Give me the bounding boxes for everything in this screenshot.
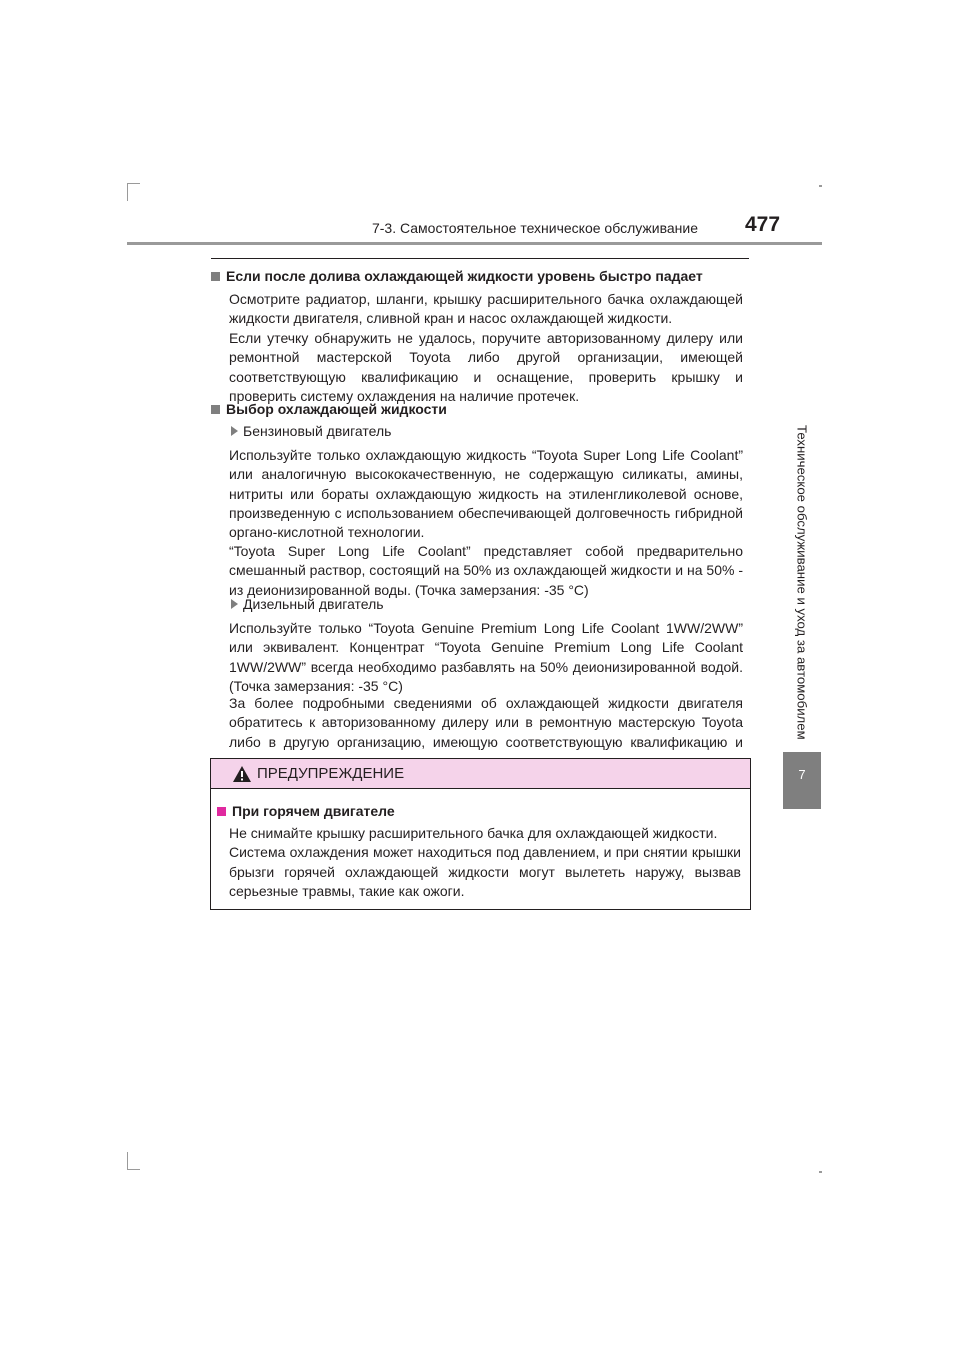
- page-number: 477: [745, 213, 781, 236]
- crop-mark: [127, 183, 140, 184]
- chapter-side-label: [783, 425, 821, 740]
- paragraph: “Toyota Super Long Life Coolant” представляет собой предварительно смешанный раствор, состоящий на 50% из охлаждающей жидкости и на 50% - из деионизированной воды. (Точка замерзания: -35 °C): [229, 543, 743, 598]
- warning-line: Не снимайте крышку расширительного бачка для охлаждающей жидкости.: [229, 825, 718, 841]
- warning-heading-text: При горячем двигателе: [232, 803, 395, 819]
- paragraph: Осмотрите радиатор, шланги, крышку расширительного бачка охлаждающей жидкости двигателя, сливной кран и насос охлаждающей жидкости.: [229, 291, 743, 327]
- sub-heading-text: Дизельный двигатель: [243, 596, 384, 612]
- triangle-right-icon: [231, 426, 238, 436]
- section-heading-text: Если после долива охлаждающей жидкости уровень быстро падает: [226, 268, 703, 284]
- warning-box: [210, 758, 751, 910]
- header-section-title: 7-3. Самостоятельное техническое обслуживание: [371, 220, 698, 236]
- warning-heading: [217, 803, 395, 819]
- paragraph: Используйте только охлаждающую жидкость “Toyota Super Long Life Coolant” или аналогичную высококачественную, не содержащую силикаты, амины, нитриты или бораты охлаждающую жидкость на этиленгликолевой основе, произведенную с использованием обеспечивающей долговечность гибридной органо-кислотной технологии.: [229, 447, 743, 541]
- header-rule: [127, 242, 822, 245]
- sub-heading-text: Бензиновый двигатель: [243, 423, 392, 439]
- section-heading: [211, 268, 703, 284]
- chapter-number: 7: [798, 767, 806, 782]
- chapter-tab: [783, 752, 821, 809]
- sub-heading-petrol: [231, 423, 391, 439]
- crop-mark: [127, 183, 128, 201]
- paragraph: Если утечку обнаружить не удалось, поручите авторизованному дилеру или ремонтной мастерской Toyota либо другой организации, имеющей соответствующую квалификацию и оснащение, проверить крышку и проверить систему охлаждения на наличие протечек.: [229, 330, 743, 404]
- crop-dot: [819, 1171, 822, 1173]
- square-bullet-icon: [217, 807, 226, 816]
- square-bullet-icon: [211, 272, 220, 281]
- section-heading-text: Выбор охлаждающей жидкости: [226, 401, 447, 417]
- sub-heading-diesel: [231, 596, 384, 612]
- content-top-rule: [211, 258, 749, 259]
- paragraph: Используйте только “Toyota Genuine Premium Long Life Coolant 1WW/2WW” или эквивалент. Концентрат “Toyota Genuine Premium Long Life Coolant 1WW/2WW” всегда необходимо разбавлять на 50% деионизированной водой. (Точка замерзания: -35 °C): [229, 620, 743, 694]
- warning-header: [211, 759, 750, 789]
- warning-line: Система охлаждения может находиться под давлением, и при снятии крышки брызги горячей охлаждающей жидкости могут вылететь наружу, вызвав серьезные травмы, такие как ожоги.: [229, 844, 741, 899]
- section-heading: [211, 401, 447, 417]
- warning-text: [229, 824, 741, 901]
- warning-title: ПРЕДУПРЕЖДЕНИЕ: [257, 765, 405, 782]
- triangle-right-icon: [231, 599, 238, 609]
- warning-triangle-icon: [232, 765, 252, 783]
- square-bullet-icon: [211, 405, 220, 414]
- crop-dot: [819, 185, 822, 187]
- crop-mark: [127, 1169, 140, 1170]
- chapter-title: Техническое обслуживание и уход за автомобилем: [794, 425, 810, 740]
- crop-mark: [127, 1152, 128, 1170]
- paragraph: За более подробными сведениями об охлаждающей жидкости двигателя обратитесь к авторизованному дилеру или в ремонтную мастерскую Toyota либо в другую организацию, имеющую соответствующую квалификацию и: [229, 695, 743, 750]
